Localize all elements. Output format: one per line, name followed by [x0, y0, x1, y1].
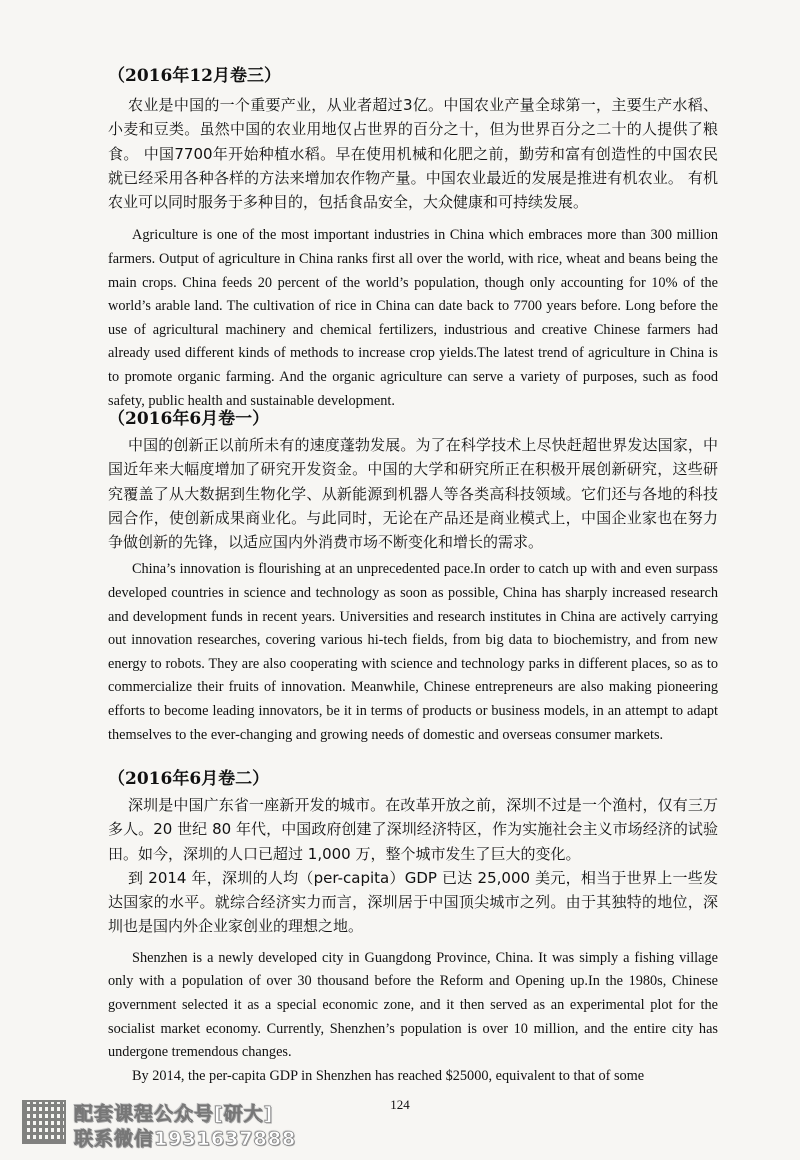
- section-2016-jun-2: [108, 767, 718, 1088]
- chinese-passage-2: 到 2014 年，深圳的人均（per-capita）GDP 已达 25,000 美元，相当于世界上一些发达国家的水平。就综合经济实力而言，深圳居于中国顶尖城市之列。由于其独特的地位，深圳也是国内外企业家创业的理想之地。: [108, 868, 718, 936]
- section-2016-jun-1: [108, 407, 718, 747]
- qr-code-icon: [22, 1100, 66, 1144]
- promo-watermark: [12, 1097, 312, 1149]
- section-heading: （2016年12月卷三）: [108, 66, 281, 86]
- section-2016-dec-3: [108, 64, 718, 413]
- english-translation-2: By 2014, the per-capita GDP in Shenzhen has reached $25000, equivalent to that of some: [132, 1067, 645, 1084]
- page-number: 124: [390, 1097, 410, 1112]
- promo-line-1: 配套课程公众号[研大]: [74, 1103, 274, 1125]
- section-heading: （2016年6月卷一）: [108, 409, 270, 429]
- chinese-passage: 农业是中国的一个重要产业，从业者超过3亿。中国农业产量全球第一，主要生产水稻、小麦和豆类。虽然中国的农业用地仅占世界的百分之十，但为世界百分之二十的人提供了粮食。 中国7700年开始种植水稻。早在使用机械和化肥之前，勤劳和富有创造性的中国农民就已经采用各种各样的方法来增加农作物产量。中国农业最近的发展是推进有机农业。 有机农业可以同时服务于多种目的，包括食品安全，大众健康和可持续发展。: [108, 96, 718, 212]
- chinese-passage-1: 深圳是中国广东省一座新开发的城市。在改革开放之前，深圳不过是一个渔村，仅有三万多人。20 世纪 80 年代，中国政府创建了深圳经济特区，作为实施社会主义市场经济的试验田。如今，深圳的人口已超过 1,000 万，整个城市发生了巨大的变化。: [108, 796, 718, 863]
- english-translation-1: Shenzhen is a newly developed city in Guangdong Province, China. It was simply a fishing village only with a population of over 30 thousand before the Reform and Opening up.In the 1980s, Chinese government selected it as a special economic zone, and it then served as an experimental plot for the socialist market economy. Currently, Shenzhen’s population is over 10 million, and the entire city has undergone tremendous changes.: [108, 949, 718, 1061]
- english-translation: China’s innovation is flourishing at an unprecedented pace.In order to catch up with and even surpass developed countries in science and technology as soon as possible, China has sharply increased research and development funds in recent years. Universities and research institutes in China are actively carrying out innovation researches, covering various hi-tech fields, from big data to biochemistry, and from new energy to robots. They are also cooperating with science and technology parks in different places, so as to commercialize their fruits of innovation. Meanwhile, Chinese entrepreneurs are also making pioneering efforts to become leading innovators, be it in terms of products or business models, in an attempt to adapt themselves to the ever-changing and growing needs of domestic and overseas consumer markets.: [108, 561, 718, 743]
- english-translation: Agriculture is one of the most important industries in China which embraces more than 300 million farmers. Output of agriculture in China ranks first all over the world, with rice, wheat and beans being the main crops. China feeds 20 percent of the world’s population, though only accounting for 10% of the world’s arable land. The cultivation of rice in China can date back to 7700 years before. Long before the use of agricultural machinery and chemical fertilizers, industrious and creative Chinese farmers had already used different kinds of methods to increase crop yields.The latest trend of agriculture in China is to promote organic farming. And the organic agriculture can serve a variety of purposes, such as food safety, public health and sustainable development.: [108, 227, 718, 409]
- promo-line-2: 联系微信1931637888: [74, 1128, 297, 1150]
- chinese-passage: 中国的创新正以前所未有的速度蓬勃发展。为了在科学技术上尽快赶超世界发达国家，中国近年来大幅度增加了研究开发资金。中国的大学和研究所正在积极开展创新研究，这些研究覆盖了从大数据到生物化学、从新能源到机器人等各类高科技领域。它们还与各地的科技园合作，使创新成果商业化。与此同时，无论在产品还是商业模式上，中国企业家也在努力争做创新的先锋，以适应国内外消费市场不断变化和增长的需求。: [108, 436, 718, 552]
- section-heading: （2016年6月卷二）: [108, 769, 270, 789]
